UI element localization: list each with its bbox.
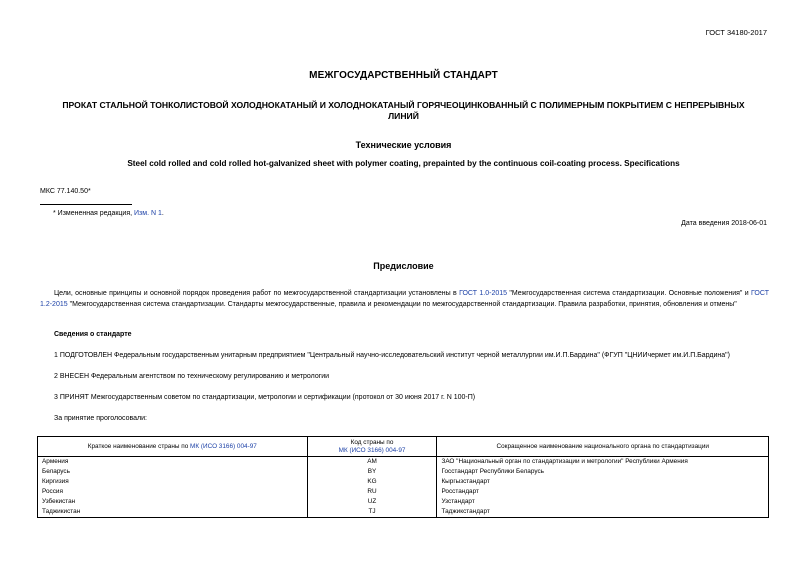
countries-table (37, 436, 769, 518)
cell-country: Россия (38, 487, 308, 497)
preface-text-1: Цели, основные принципы и основной порядок проведения работ по межгосударственной стандартизации установлены в (54, 290, 460, 297)
table-row (38, 487, 769, 497)
cell-body: Кыргызстандарт (437, 477, 769, 487)
footnote (53, 210, 164, 217)
table-row (38, 497, 769, 507)
cell-body: Таджикстандарт (437, 507, 769, 518)
table-header-row (38, 437, 769, 457)
preface-paragraph (40, 288, 769, 310)
document-title-en: Steel cold rolled and cold rolled hot-galvanized sheet with polymer coating, prepainted by the continuous coil-coating process. Specifications (127, 159, 680, 168)
table-row (38, 477, 769, 487)
cell-code: KG (307, 477, 437, 487)
gost-1-2-link[interactable]: ГОСТ 1.2-2015 (40, 290, 769, 308)
cell-code: AM (307, 457, 437, 468)
standard-type: МЕЖГОСУДАРСТВЕННЫЙ СТАНДАРТ (309, 70, 498, 81)
mk-iso-link[interactable]: МК (ИСО 3166) 004-97 (190, 442, 257, 450)
header-country-name (38, 437, 308, 457)
about-standard-title: Сведения о стандарте (54, 331, 132, 338)
table-row (38, 457, 769, 468)
document-title-ru: ПРОКАТ СТАЛЬНОЙ ТОНКОЛИСТОВОЙ ХОЛОДНОКАТАНЫЙ И ХОЛОДНОКАТАНЫЙ ГОРЯЧЕОЦИНКОВАННЫЙ С ПОЛИМЕРНЫМ ПОКРЫТИЕМ С НЕПРЕРЫВНЫХ ЛИНИЙ (62, 100, 745, 121)
cell-code: TJ (307, 507, 437, 518)
cell-code: RU (307, 487, 437, 497)
cell-body: Узстандарт (437, 497, 769, 507)
header-national-body: Сокращенное наименование национального органа по стандартизации (437, 437, 769, 457)
introduction-date: Дата введения 2018-06-01 (681, 220, 767, 227)
cell-country: Узбекистан (38, 497, 308, 507)
cell-country: Киргизия (38, 477, 308, 487)
footnote-suffix: . (161, 210, 164, 217)
footnote-divider (40, 204, 132, 205)
mk-iso-link-2[interactable]: МК (ИСО 3166) 004-97 (338, 446, 406, 454)
preface-text-3: "Межгосударственная система стандартизации. Стандарты межгосударственные, правила и рекомендации по межгосударственной стандартизации. Правила разработки, принятия, обновления и отмены" (67, 301, 737, 308)
table-row (38, 467, 769, 477)
gost-1-0-link[interactable]: ГОСТ 1.0-2015 (459, 290, 508, 297)
document-subtitle: Технические условия (355, 140, 452, 150)
mks-code: МКС 77.140.50* (40, 188, 91, 195)
voted-for-label: За принятие проголосовали: (54, 415, 147, 422)
table-row (38, 507, 769, 518)
header-country-code-text: Код страны по (350, 438, 394, 446)
about-item-submitted: 2 ВНЕСЕН Федеральным агентством по техническому регулированию и метрологии (54, 373, 330, 380)
about-item-adopted: 3 ПРИНЯТ Межгосударственным советом по стандартизации, метрологии и сертификации (протокол от 30 июня 2017 г. N 100-П) (54, 394, 476, 401)
preface-text-2: "Межгосударственная система стандартизации. Основные положения" и (507, 290, 752, 297)
cell-country: Таджикистан (38, 507, 308, 518)
footnote-prefix: * Измененная редакция, (53, 210, 135, 217)
amendment-link[interactable]: Изм. N 1 (134, 210, 162, 217)
cell-body: ЗАО "Национальный орган по стандартизации и метрологии" Республики Армения (437, 457, 769, 468)
cell-country: Беларусь (38, 467, 308, 477)
about-item-prepared: 1 ПОДГОТОВЛЕН Федеральным государственным унитарным предприятием "Центральный научно-исследовательский институт черной металлургии им.И.П.Бардина" (ФГУП "ЦНИИчермет им.И.П.Бардина") (54, 352, 730, 359)
preface-title: Предисловие (373, 261, 434, 271)
cell-code: BY (307, 467, 437, 477)
cell-body: Росстандарт (437, 487, 769, 497)
cell-country: Армения (38, 457, 308, 468)
header-country-code (307, 437, 437, 457)
document-code: ГОСТ 34180-2017 (705, 28, 767, 37)
cell-code: UZ (307, 497, 437, 507)
header-country-name-text: Краткое наименование страны по (87, 442, 191, 450)
cell-body: Госстандарт Республики Беларусь (437, 467, 769, 477)
